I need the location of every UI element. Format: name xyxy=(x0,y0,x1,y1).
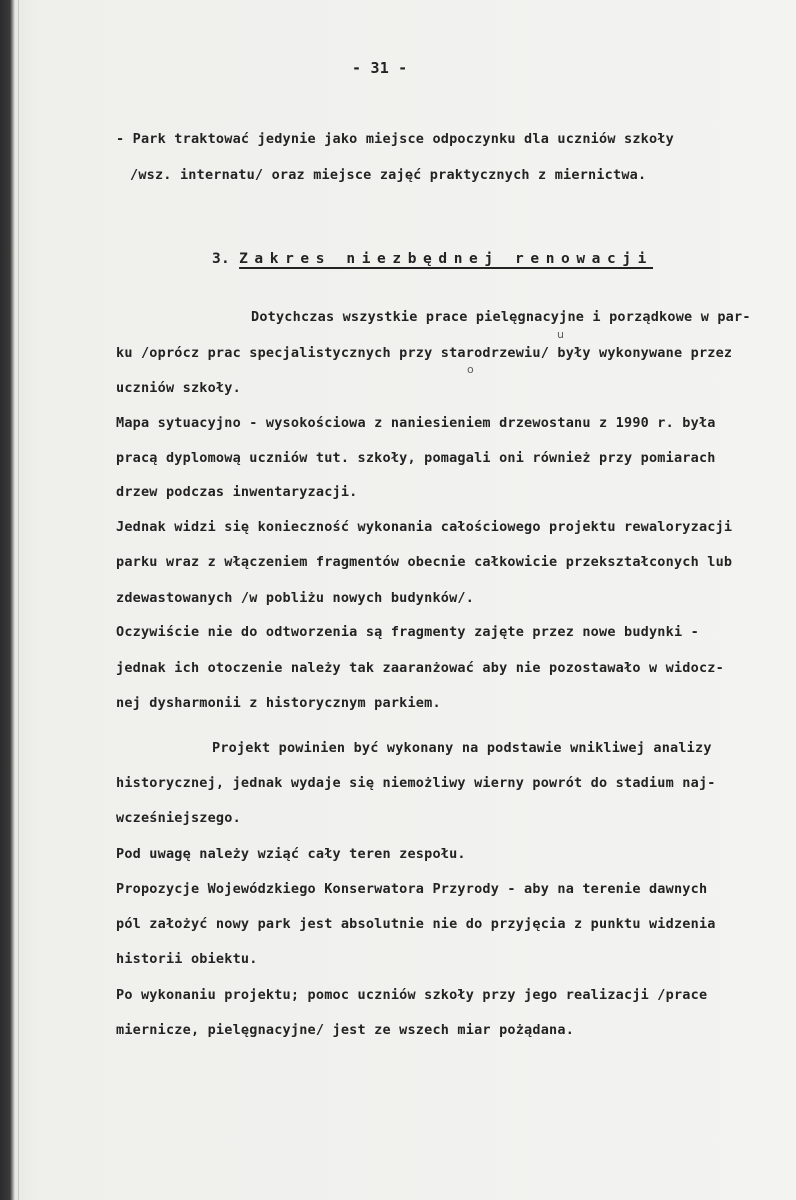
handwritten-u-mark: u xyxy=(557,328,564,341)
bullet-line-2: /wsz. internatu/ oraz miejsce zajęć praktycznych z miernictwa. xyxy=(130,167,647,183)
paragraph-1-line-3: uczniów szkoły. xyxy=(116,380,241,396)
section-title: Zakres niezbędnej renowacji xyxy=(239,251,653,267)
paragraph-7-line-2: pól założyć nowy park jest absolutnie nie do przyjęcia z punktu widzenia xyxy=(116,916,716,932)
paragraph-1-line-1: Dotychczas wszystkie prace pielęgnacyjne i porządkowe w par- xyxy=(251,309,751,325)
binding-shadow xyxy=(18,0,19,1200)
paragraph-4-line-1: Oczywiście nie do odtworzenia są fragmenty zajęte przez nowe budynki - xyxy=(116,624,699,640)
paragraph-5-line-2: historycznej, jednak wydaje się niemożliwy wierny powrót do stadium naj- xyxy=(116,775,716,791)
paragraph-2-line-1: Mapa sytuacyjno - wysokościowa z naniesieniem drzewostanu z 1990 r. była xyxy=(116,415,716,431)
paragraph-2-line-3: drzew podczas inwentaryzacji. xyxy=(116,484,358,500)
paragraph-7-line-3: historii obiektu. xyxy=(116,951,258,967)
paragraph-3-line-3: zdewastowanych /w pobliżu nowych budynków/. xyxy=(116,590,475,606)
paragraph-4-line-2: jednak ich otoczenie należy tak zaaranżować aby nie pozostawało w widocz- xyxy=(116,660,724,676)
paragraph-5-line-1: Projekt powinien być wykonany na podstawie wnikliwej analizy xyxy=(212,740,712,756)
page-number: - 31 - xyxy=(352,59,408,77)
paragraph-6-line-1: Pod uwagę należy wziąć cały teren zespołu. xyxy=(116,846,466,862)
paragraph-1-line-2: ku /oprócz prac specjalistycznych przy starodrzewiu/ były wykonywane przez xyxy=(116,345,733,361)
paragraph-5-line-3: wcześniejszego. xyxy=(116,810,241,826)
paragraph-8-line-2: miernicze, pielęgnacyjne/ jest ze wszech miar pożądana. xyxy=(116,1022,575,1038)
section-heading xyxy=(212,251,653,267)
paragraph-2-line-2: pracą dyplomową uczniów tut. szkoły, pomagali oni również przy pomiarach xyxy=(116,450,716,466)
handwritten-o-mark: o xyxy=(467,363,474,376)
paragraph-7-line-1: Propozycje Wojewódzkiego Konserwatora Przyrody - aby na terenie dawnych xyxy=(116,881,708,897)
paragraph-8-line-1: Po wykonaniu projektu; pomoc uczniów szkoły przy jego realizacji /prace xyxy=(116,987,708,1003)
paragraph-3-line-1: Jednak widzi się konieczność wykonania całościowego projektu rewaloryzacji xyxy=(116,519,733,535)
section-number: 3. xyxy=(212,251,231,267)
bullet-line-1: - Park traktować jedynie jako miejsce odpoczynku dla uczniów szkoły xyxy=(116,131,674,147)
paragraph-3-line-2: parku wraz z włączeniem fragmentów obecnie całkowicie przekształconych lub xyxy=(116,554,733,570)
paragraph-4-line-3: nej dysharmonii z historycznym parkiem. xyxy=(116,695,441,711)
